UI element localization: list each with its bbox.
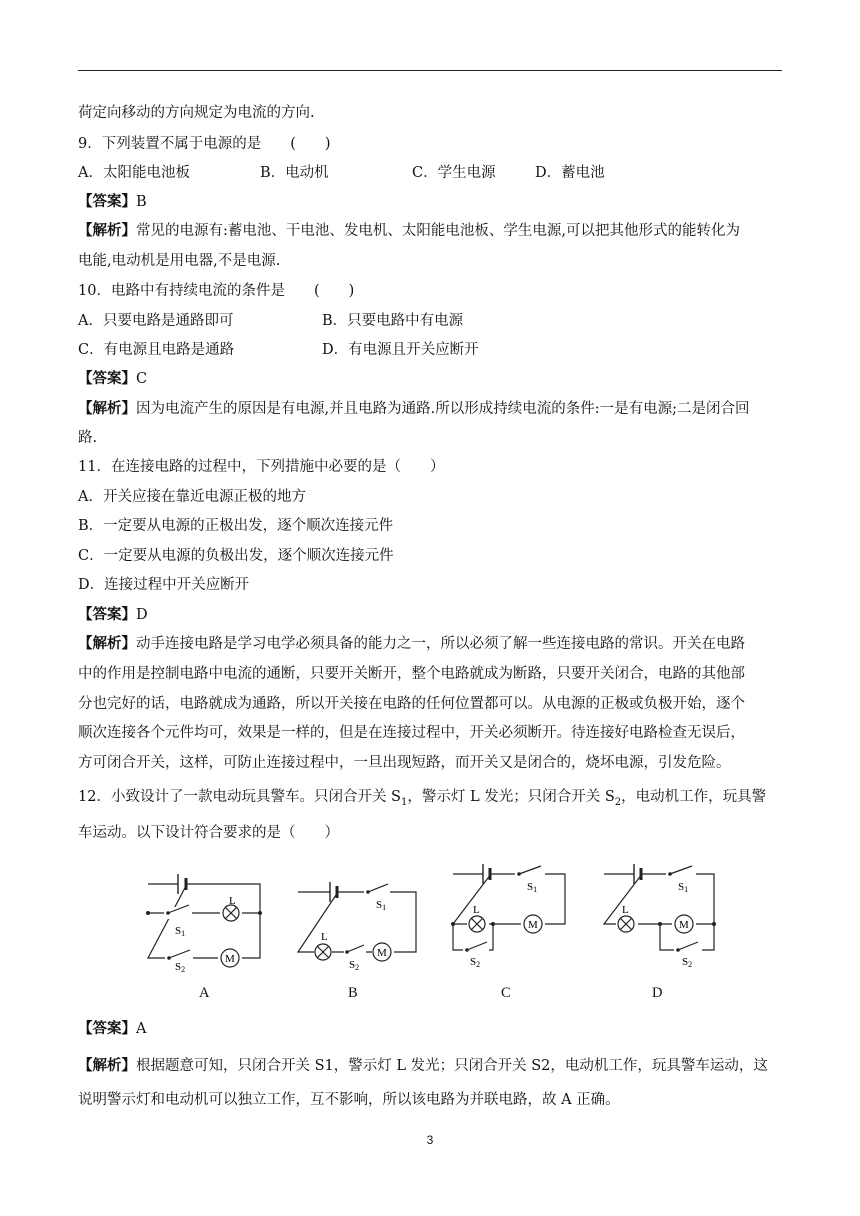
circuit-diagram-a — [140, 866, 270, 974]
switch-s1-label: S1 — [678, 881, 689, 894]
stem-text: ，电动机工作，玩具警 — [621, 789, 767, 805]
q10-answer — [78, 369, 147, 389]
q10-analysis-line-1 — [78, 399, 750, 419]
q9-answer — [78, 192, 147, 212]
q12-analysis-line-1 — [78, 1056, 768, 1076]
q9-option-c: C．学生电源 — [412, 165, 496, 181]
intro-line: 荷定向移动的方向规定为电流的方向. — [78, 105, 315, 121]
answer-label: 【答案】 — [78, 370, 136, 387]
motor-label: M — [679, 919, 689, 931]
answer-label: 【答案】 — [78, 193, 136, 210]
motor-label: M — [528, 919, 538, 931]
q11-analysis-line-5: 方可闭合开关，这样，可防止连接过程中，一旦出现短路，而开关又是闭合的，烧坏电源，引发危险。 — [78, 755, 731, 771]
q11-answer — [78, 605, 148, 625]
q11-analysis-line-4: 顺次连接各个元件均可，效果是一样的，但是在连接过程中，开关必须断开。待连接好电路检查无误后， — [78, 725, 745, 741]
switch-s1-label: S1 — [527, 881, 538, 894]
switch-s2-label: S2 — [349, 959, 360, 972]
analysis-text: 动手连接电路是学习电学必须具备的能力之一，所以必须了解一些连接电路的常识。开关在电路 — [136, 636, 745, 652]
analysis-label: 【解析】 — [78, 400, 136, 417]
q9-analysis-line-2: 电能,电动机是用电器,不是电源. — [78, 253, 281, 269]
q12-stem-line-1 — [78, 787, 766, 813]
lamp-label: L — [473, 904, 480, 916]
lamp-label: L — [321, 931, 328, 943]
circuit-diagram-c — [445, 858, 575, 970]
q9-option-a: A．太阳能电池板 — [78, 165, 190, 181]
q10-option-d: D．有电源且开关应断开 — [322, 342, 479, 358]
q12-answer — [78, 1019, 146, 1039]
answer-value: C — [136, 371, 148, 387]
q10-analysis-line-2: 路. — [78, 430, 98, 446]
answer-value: D — [136, 607, 148, 623]
q10-option-c: C．有电源且电路是通路 — [78, 342, 235, 358]
switch-s2-label: S2 — [470, 956, 481, 969]
q10-stem: 10．电路中有持续电流的条件是 ( ) — [78, 283, 355, 299]
q11-stem: 11．在连接电路的过程中，下列措施中必要的是（ ） — [78, 459, 445, 475]
q10-option-b: B．只要电路中有电源 — [322, 313, 464, 329]
page-number: 3 — [426, 1133, 434, 1147]
q9-option-b: B．电动机 — [260, 165, 329, 181]
q12-analysis-line-2: 说明警示灯和电动机可以独立工作，互不影响，所以该电路为并联电路，故 A 正确。 — [78, 1092, 620, 1108]
analysis-text: 因为电流产生的原因是有电源,并且电路为通路.所以形成持续电流的条件:一是有电源;二是闭合回 — [136, 401, 750, 417]
circuit-diagram-b — [292, 876, 422, 972]
analysis-text: 常见的电源有:蓄电池、干电池、发电机、太阳能电池板、学生电源,可以把其他形式的能转化为 — [136, 223, 740, 239]
q11-analysis-line-1 — [78, 634, 745, 654]
lamp-label: L — [622, 904, 629, 916]
q12-stem-line-2: 车运动。以下设计符合要求的是（ ） — [78, 825, 339, 841]
switch-s1-label: S1 — [376, 899, 387, 912]
q10-option-a: A．只要电路是通路即可 — [78, 313, 234, 329]
motor-label: M — [377, 947, 387, 959]
stem-text: ，警示灯 L 发光；只闭合开关 S — [407, 789, 615, 805]
q9-option-d: D．蓄电池 — [535, 165, 605, 181]
answer-value: A — [136, 1021, 147, 1037]
subscript: 2 — [614, 796, 622, 808]
lamp-label: L — [229, 895, 236, 907]
analysis-label: 【解析】 — [78, 635, 136, 652]
switch-s1-label: S1 — [175, 925, 186, 938]
stem-text: 12．小致设计了一款电动玩具警车。只闭合开关 S — [78, 789, 401, 805]
q11-option-b: B．一定要从电源的正极出发，逐个顺次连接元件 — [78, 518, 394, 534]
header-rule — [78, 70, 782, 71]
q9-analysis-line-1 — [78, 221, 740, 241]
circuit-caption-d: D — [652, 985, 663, 1001]
q11-option-a: A．开关应接在靠近电源正极的地方 — [78, 489, 306, 505]
subscript: 1 — [401, 796, 408, 808]
analysis-label: 【解析】 — [78, 222, 136, 239]
answer-value: B — [136, 194, 147, 210]
circuit-caption-c: C — [501, 985, 511, 1001]
answer-label: 【答案】 — [78, 1020, 136, 1037]
q11-analysis-line-3: 分也完好的话，电路就成为通路，所以开关接在电路的任何位置都可以。从电源的正极或负极开始，逐个 — [78, 696, 745, 712]
switch-s2-label: S2 — [175, 961, 186, 974]
q11-option-d: D．连接过程中开关应断开 — [78, 577, 250, 593]
analysis-text: 根据题意可知，只闭合开关 S1，警示灯 L 发光；只闭合开关 S2，电动机工作，玩具警车运动，这 — [136, 1058, 768, 1074]
circuit-caption-a: A — [199, 985, 210, 1001]
answer-label: 【答案】 — [78, 606, 136, 623]
analysis-label: 【解析】 — [78, 1057, 136, 1074]
motor-label: M — [225, 953, 235, 965]
circuit-caption-b: B — [348, 985, 358, 1001]
q11-option-c: C．一定要从电源的负极出发，逐个顺次连接元件 — [78, 548, 394, 564]
switch-s2-label: S2 — [682, 956, 693, 969]
q9-stem: 9．下列装置不属于电源的是 ( ) — [78, 136, 331, 152]
circuit-diagram-d — [596, 858, 726, 970]
q11-analysis-line-2: 中的作用是控制电路中电流的通断，只要开关断开，整个电路就成为断路，只要开关闭合，电路的其他部 — [78, 666, 745, 682]
